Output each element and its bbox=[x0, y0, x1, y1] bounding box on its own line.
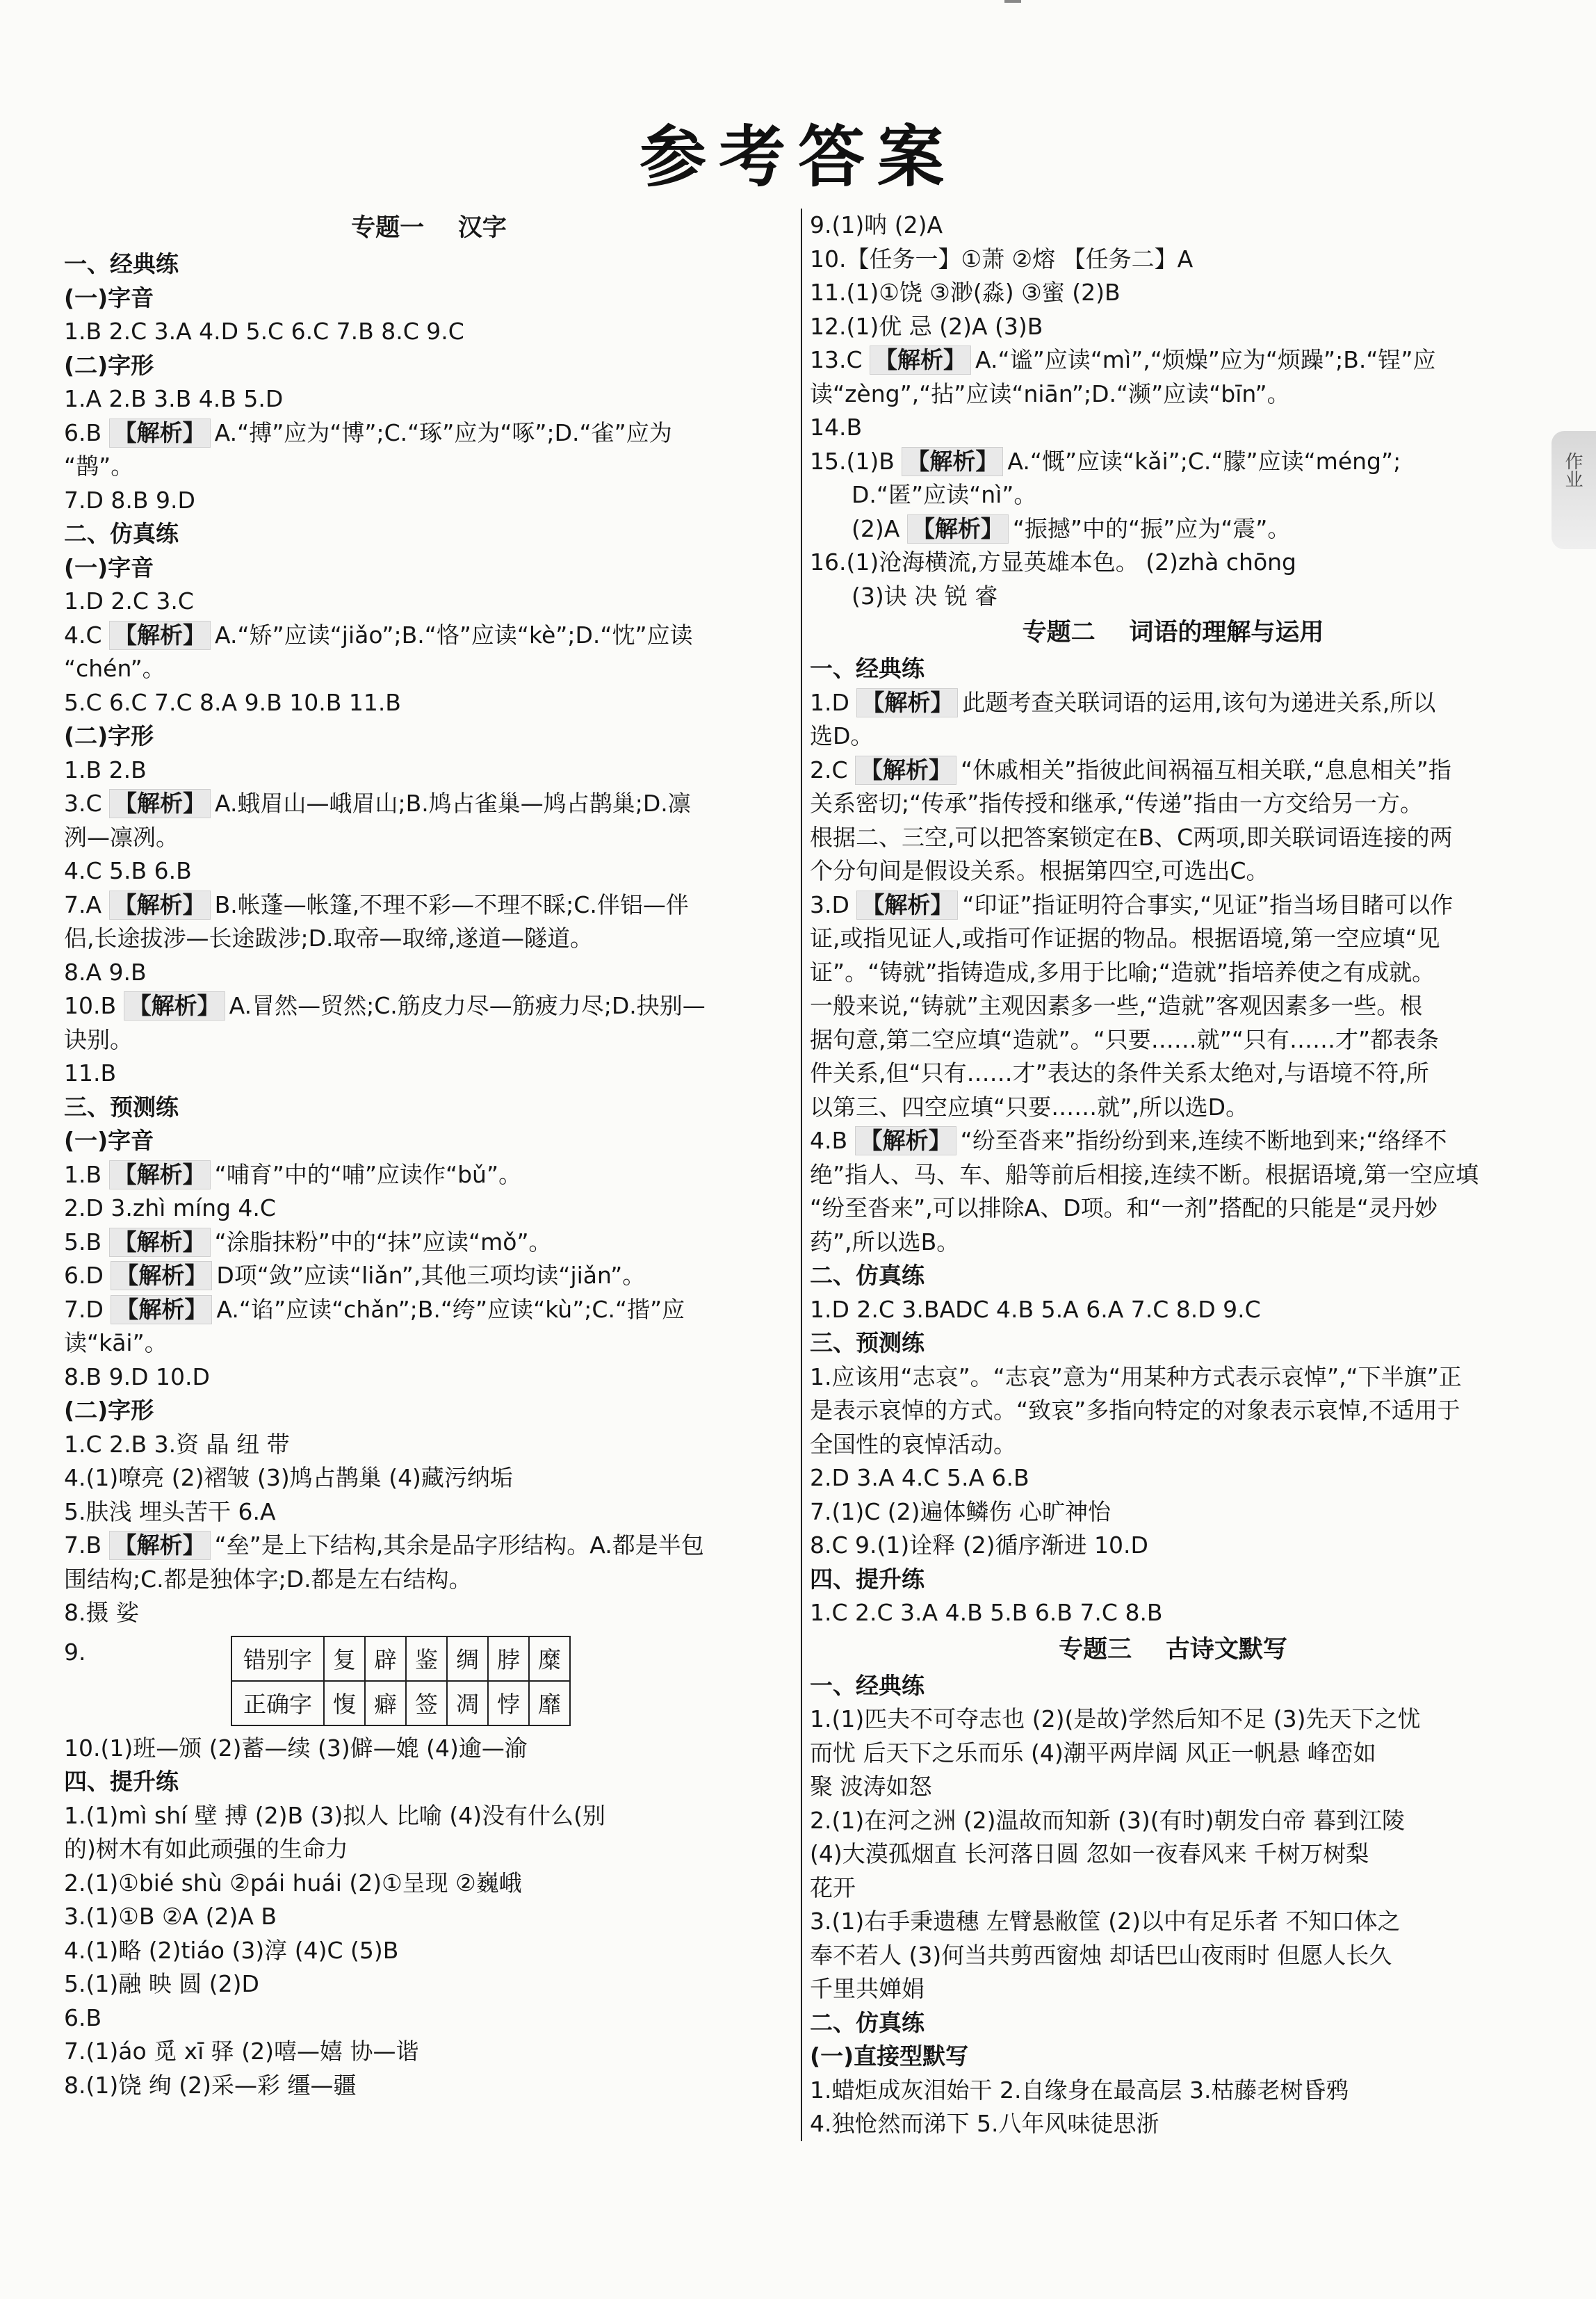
section-heading: 四、提升练 bbox=[64, 1768, 179, 1795]
answer-continuation: 绝”指人、马、车、船等前后相接,连续不断。根据语境,第一空应填 bbox=[810, 1160, 1479, 1188]
answer-number: 9. bbox=[64, 1638, 86, 1666]
section-heading: 二、仿真练 bbox=[810, 2008, 925, 2036]
answer-line: 7.(1)C (2)遍体鳞伤 心旷神怡 bbox=[810, 1497, 1111, 1525]
section-heading: (二)字形 bbox=[64, 351, 154, 379]
table-row bbox=[231, 1681, 570, 1725]
answer-number: (2)A bbox=[852, 514, 900, 542]
analysis-tag: 【解析】 bbox=[902, 447, 1003, 476]
analysis-tag: 【解析】 bbox=[856, 688, 958, 717]
answer-line: 1.D 2.C 3.C bbox=[64, 587, 194, 615]
answer-continuation: 选D。 bbox=[810, 722, 874, 749]
answer-continuation: “鹊”。 bbox=[64, 453, 134, 480]
side-tab-label: 作业 bbox=[1562, 452, 1583, 488]
answer-continuation: 药”,所以选B。 bbox=[810, 1228, 960, 1256]
answer-continuation: 证,或指见证人,或指可作证据的物品。根据语境,第一空应填“见 bbox=[810, 925, 1440, 952]
table-cell: 复 bbox=[324, 1636, 365, 1681]
analysis-text: A.蛾眉山—峨眉山;B.鸠占雀巢—鸠占鹊巢;D.凛 bbox=[215, 790, 691, 817]
answer-line: 8.摄 娑 bbox=[64, 1599, 139, 1626]
analysis-text: “休戚相关”指彼此间祸福互相关联,“息息相关”指 bbox=[961, 756, 1451, 783]
answer-continuation: 侣,长途拔涉—长途跋涉;D.取帝—取缔,遂道—隧道。 bbox=[64, 925, 593, 952]
analysis-tag: 【解析】 bbox=[870, 346, 971, 375]
answer-line: 14.B bbox=[810, 414, 863, 441]
column-divider bbox=[801, 209, 802, 2141]
side-tab bbox=[1552, 431, 1596, 549]
analysis-tag: 【解析】 bbox=[109, 891, 211, 920]
answer-continuation: 千里共婵娟 bbox=[810, 1975, 925, 2002]
analysis-text: A.“搏”应为“博”;C.“琢”应为“啄”;D.“雀”应为 bbox=[214, 419, 672, 446]
chapter-heading: 专题一 汉字 bbox=[351, 214, 507, 242]
answer-with-analysis bbox=[810, 1124, 1536, 1158]
answer-continuation: 读“zèng”,“拈”应读“niān”;D.“濒”应读“bīn”。 bbox=[810, 380, 1290, 407]
answer-continuation: 围结构;C.都是独体字;D.都是左右结构。 bbox=[64, 1565, 472, 1593]
answer-with-analysis bbox=[64, 888, 794, 923]
analysis-text: B.帐蓬—帐篷,不理不彩—不理不睬;C.伴铝—伴 bbox=[214, 891, 689, 918]
answer-with-analysis bbox=[64, 1529, 794, 1563]
answer-line: 8.(1)饶 绚 (2)采—彩 缰—疆 bbox=[64, 2071, 357, 2099]
answer-line: 1.(1)mì shí 壁 搏 (2)B (3)拟人 比喻 (4)没有什么(别 bbox=[64, 1801, 605, 1829]
answer-indented: D.“匿”应读“nì”。 bbox=[852, 481, 1037, 508]
analysis-text: 此题考查关联词语的运用,该句为递进关系,所以 bbox=[962, 688, 1436, 716]
page-title: 参考答案 bbox=[640, 118, 956, 196]
analysis-text: A.“慨”应读“kǎi”;C.“朦”应读“méng”; bbox=[1007, 447, 1401, 475]
answer-continuation: 而忧 后天下之乐而乐 (4)潮平两岸阔 风正一帆悬 峰峦如 bbox=[810, 1739, 1376, 1766]
section-heading: 一、经典练 bbox=[64, 250, 179, 277]
answer-continuation: 证”。“铸就”指铸造成,多用于比喻;“造就”指培养使之有成就。 bbox=[810, 958, 1435, 986]
answer-continuation: 读“kāi”。 bbox=[64, 1329, 168, 1356]
answer-line: 11.B bbox=[64, 1059, 117, 1087]
answer-continuation: (4)大漠孤烟直 长河落日圆 忽如一夜春风来 千树万树梨 bbox=[810, 1840, 1369, 1867]
table-cell: 脖 bbox=[488, 1636, 529, 1681]
answer-continuation: 的)树木有如此顽强的生命力 bbox=[64, 1835, 348, 1862]
analysis-tag: 【解析】 bbox=[109, 419, 211, 448]
answer-with-analysis bbox=[64, 416, 794, 450]
analysis-text: “涂脂抹粉”中的“抹”应读“mǒ”。 bbox=[214, 1228, 552, 1256]
answer-with-analysis bbox=[810, 754, 1536, 788]
answer-line: 1.B 2.C 3.A 4.D 5.C 6.C 7.B 8.C 9.C bbox=[64, 318, 464, 345]
analysis-text: “振撼”中的“振”应为“震”。 bbox=[1012, 514, 1291, 542]
analysis-tag: 【解析】 bbox=[109, 621, 211, 650]
answer-line: 2.D 3.zhì míng 4.C bbox=[64, 1194, 276, 1221]
answer-number: 4.B bbox=[810, 1127, 848, 1154]
answer-line: 12.(1)优 忌 (2)A (3)B bbox=[810, 312, 1043, 340]
section-heading: (一)直接型默写 bbox=[810, 2042, 969, 2070]
table-cell: 签 bbox=[406, 1681, 447, 1725]
section-heading: (二)字形 bbox=[64, 722, 154, 749]
analysis-tag: 【解析】 bbox=[111, 1295, 212, 1324]
section-heading: (二)字形 bbox=[64, 1397, 154, 1424]
answer-line: 1.C 2.C 3.A 4.B 5.B 6.B 7.C 8.B bbox=[810, 1599, 1163, 1626]
answer-number: 7.B bbox=[64, 1532, 102, 1559]
table-row bbox=[231, 1636, 570, 1681]
table-cell: 靡 bbox=[529, 1681, 570, 1725]
analysis-text: A.“谄”应读“chǎn”;B.“绔”应读“kù”;C.“揩”应 bbox=[216, 1295, 685, 1323]
answer-number: 4.C bbox=[64, 621, 102, 649]
analysis-tag: 【解析】 bbox=[109, 1531, 211, 1560]
answer-line: 6.B bbox=[64, 2004, 102, 2031]
right-column bbox=[810, 209, 1536, 2141]
answer-line: 8.C 9.(1)诠释 (2)循序渐进 10.D bbox=[810, 1532, 1148, 1559]
analysis-text: A.“谧”应读“mì”,“烦燥”应为“烦躁”;B.“锃”应 bbox=[975, 346, 1436, 373]
table-cell: 辟 bbox=[365, 1636, 406, 1681]
analysis-tag: 【解析】 bbox=[109, 1228, 211, 1257]
section-heading: 二、仿真练 bbox=[810, 1262, 925, 1289]
answer-line: 4.独怆然而涕下 5.八年风味徒思浙 bbox=[810, 2110, 1159, 2137]
answer-continuation: 诀别。 bbox=[64, 1025, 133, 1053]
answer-number: 7.A bbox=[64, 891, 102, 918]
table-cell: 绸 bbox=[447, 1636, 488, 1681]
answer-line: 16.(1)沧海横流,方显英雄本色。 (2)zhà chōng bbox=[810, 549, 1297, 576]
answer-line: 5.肤浅 埋头苦干 6.A bbox=[64, 1497, 276, 1525]
table-row-header: 正确字 bbox=[231, 1681, 324, 1725]
table-cell: 凋 bbox=[447, 1681, 488, 1725]
answer-with-analysis bbox=[64, 1293, 794, 1327]
section-heading: 一、经典练 bbox=[810, 655, 925, 682]
analysis-tag: 【解析】 bbox=[855, 1126, 956, 1155]
table-cell: 悖 bbox=[488, 1681, 529, 1725]
answer-line: 2.(1)在河之洲 (2)温故而知新 (3)(有时)朝发白帝 暮到江陵 bbox=[810, 1806, 1405, 1834]
analysis-text: D项“敛”应读“liǎn”,其他三项均读“jiǎn”。 bbox=[216, 1262, 646, 1289]
answer-line: 5.(1)融 映 圆 (2)D bbox=[64, 1970, 259, 1997]
table-row-header: 错别字 bbox=[231, 1636, 324, 1681]
answer-number: 1.D bbox=[810, 688, 849, 716]
typo-correction-table bbox=[231, 1636, 571, 1726]
section-heading: (一)字音 bbox=[64, 284, 154, 311]
answer-continuation: 据句意,第二空应填“造就”。“只要……就”“只有……才”都表条 bbox=[810, 1025, 1440, 1053]
answer-number: 2.C bbox=[810, 756, 848, 783]
analysis-text: “垒”是上下结构,其余是品字形结构。A.都是半包 bbox=[214, 1532, 704, 1559]
answer-continuation: 花开 bbox=[810, 1874, 856, 1901]
table-cell: 愎 bbox=[324, 1681, 365, 1725]
table-cell: 糜 bbox=[529, 1636, 570, 1681]
answer-with-analysis bbox=[810, 343, 1536, 377]
analysis-text: “纷至沓来”指纷纷到来,连续不断地到来;“络绎不 bbox=[960, 1127, 1447, 1154]
answer-with-analysis bbox=[810, 888, 1536, 923]
analysis-tag: 【解析】 bbox=[907, 514, 1009, 544]
analysis-text: A.冒然—贸然;C.筋皮力尽—筋疲力尽;D.抉别— bbox=[229, 992, 706, 1019]
answer-continuation: 奉不若人 (3)何当共剪西窗烛 却话巴山夜雨时 但愿人长久 bbox=[810, 1941, 1392, 1969]
answer-with-analysis bbox=[64, 787, 794, 821]
answer-with-analysis bbox=[64, 1259, 794, 1293]
answer-continuation: 全国性的哀悼活动。 bbox=[810, 1430, 1016, 1458]
analysis-text: “印证”指证明符合事实,“见证”指当场目睹可以作 bbox=[962, 891, 1454, 918]
answer-line: 7.(1)áo 觅 xī 驿 (2)嘻—嬉 协—谐 bbox=[64, 2038, 419, 2065]
answer-number: 15.(1)B bbox=[810, 447, 895, 475]
answer-number: 6.D bbox=[64, 1262, 104, 1289]
answer-line: 5.C 6.C 7.C 8.A 9.B 10.B 11.B bbox=[64, 688, 401, 716]
answer-with-analysis bbox=[64, 1158, 794, 1192]
answer-line: 8.A 9.B bbox=[64, 958, 147, 986]
answer-continuation: 是表示哀悼的方式。“致哀”多指向特定的对象表示哀悼,不适用于 bbox=[810, 1397, 1460, 1424]
answer-continuation: 聚 波涛如怒 bbox=[810, 1773, 932, 1800]
answer-with-analysis bbox=[810, 686, 1536, 720]
answer-line: 7.D 8.B 9.D bbox=[64, 486, 195, 514]
answer-line: 10.【任务一】①萧 ②熔 【任务二】A bbox=[810, 245, 1194, 273]
analysis-text: A.“矫”应读“jiǎo”;B.“恪”应读“kè”;D.“忱”应读 bbox=[215, 621, 693, 649]
answer-continuation: 一般来说,“铸就”主观因素多一些,“造就”客观因素多一些。根 bbox=[810, 992, 1423, 1019]
answer-number: 5.B bbox=[64, 1228, 102, 1256]
answer-line: 3.(1)右手秉遗穗 左臂悬敝筐 (2)以中有足乐者 不知口体之 bbox=[810, 1908, 1401, 1935]
answer-number: 10.B bbox=[64, 992, 117, 1019]
analysis-tag: 【解析】 bbox=[855, 756, 956, 785]
answer-line: 4.(1)略 (2)tiáo (3)淳 (4)C (5)B bbox=[64, 1936, 399, 1964]
section-heading: (一)字音 bbox=[64, 1127, 154, 1154]
answer-continuation: 件关系,但“只有……才”表达的条件关系太绝对,与语境不符,所 bbox=[810, 1059, 1429, 1087]
answer-line: 11.(1)①饶 ③渺(淼) ③蜜 (2)B bbox=[810, 279, 1121, 306]
answer-with-analysis bbox=[64, 1226, 794, 1260]
answer-number: 7.D bbox=[64, 1295, 104, 1323]
answer-line: 1.应该用“志哀”。“志哀”意为“用某种方式表示哀悼”,“下半旗”正 bbox=[810, 1363, 1462, 1390]
answer-line: 1.A 2.B 3.B 4.B 5.D bbox=[64, 385, 284, 412]
answer-continuation: 个分句间是假设关系。根据第四空,可选出C。 bbox=[810, 857, 1269, 884]
answer-line: 3.(1)①B ②A (2)A B bbox=[64, 1903, 277, 1930]
left-column bbox=[64, 209, 794, 2102]
answer-number: 1.B bbox=[64, 1160, 102, 1188]
analysis-tag: 【解析】 bbox=[109, 789, 211, 818]
section-heading: (一)字音 bbox=[64, 553, 154, 581]
analysis-tag: 【解析】 bbox=[109, 1160, 211, 1189]
answer-line: 2.(1)①bié shù ②pái huái (2)①呈现 ②巍峨 bbox=[64, 1869, 522, 1896]
answer-line: 1.B 2.B bbox=[64, 756, 147, 783]
answer-with-analysis bbox=[64, 989, 794, 1023]
answer-continuation: “纷至沓来”,可以排除A、D项。和“一剂”搭配的只能是“灵丹妙 bbox=[810, 1194, 1438, 1221]
answer-continuation: “chén”。 bbox=[64, 655, 165, 682]
answer-line: 4.(1)嘹亮 (2)褶皱 (3)鸠占鹊巢 (4)藏污纳垢 bbox=[64, 1464, 513, 1491]
crop-mark bbox=[1004, 0, 1021, 3]
answer-continuation: 洌—凛冽。 bbox=[64, 823, 179, 851]
answer-number: 6.B bbox=[64, 419, 102, 446]
answer-line: 4.C 5.B 6.B bbox=[64, 857, 192, 884]
answer-continuation: 根据二、三空,可以把答案锁定在B、C两项,即关联词语连接的两 bbox=[810, 823, 1453, 851]
answer-continuation: 关系密切;“传承”指传授和继承,“传递”指由一方交给另一方。 bbox=[810, 790, 1423, 817]
section-heading: 三、预测练 bbox=[64, 1093, 179, 1121]
answer-with-analysis bbox=[810, 445, 1536, 479]
answer-number: 3.C bbox=[64, 790, 102, 817]
answer-line: 2.D 3.A 4.C 5.A 6.B bbox=[810, 1464, 1029, 1491]
answer-number: 13.C bbox=[810, 346, 863, 373]
answer-line: 1.C 2.B 3.资 晶 纽 带 bbox=[64, 1430, 290, 1458]
section-heading: 四、提升练 bbox=[810, 1565, 925, 1593]
answer-line: 8.B 9.D 10.D bbox=[64, 1363, 210, 1390]
analysis-tag: 【解析】 bbox=[856, 891, 958, 920]
section-heading: 一、经典练 bbox=[810, 1671, 925, 1699]
section-heading: 三、预测练 bbox=[810, 1329, 925, 1356]
answer-line: 10.(1)班—颁 (2)蓄—续 (3)僻—媲 (4)逾—渝 bbox=[64, 1734, 528, 1762]
answer-indented: (3)诀 决 锐 睿 bbox=[852, 582, 998, 610]
answer-line: 1.(1)匹夫不可夺志也 (2)(是故)学然后知不足 (3)先天下之忧 bbox=[810, 1705, 1421, 1732]
answer-with-analysis bbox=[810, 512, 1536, 546]
analysis-tag: 【解析】 bbox=[111, 1261, 212, 1290]
answer-line: 1.D 2.C 3.BADC 4.B 5.A 6.A 7.C 8.D 9.C bbox=[810, 1295, 1261, 1323]
analysis-text: “哺育”中的“哺”应读作“bǔ”。 bbox=[214, 1160, 522, 1188]
chapter-heading: 专题二 词语的理解与运用 bbox=[1022, 619, 1324, 647]
table-cell: 鉴 bbox=[406, 1636, 447, 1681]
question-9-table-row bbox=[64, 1636, 794, 1726]
answer-line: 1.蜡炬成灰泪始干 2.自缘身在最高层 3.枯藤老树昏鸦 bbox=[810, 2076, 1349, 2104]
answer-line: 9.(1)呐 (2)A bbox=[810, 211, 943, 238]
section-heading: 二、仿真练 bbox=[64, 520, 179, 547]
analysis-tag: 【解析】 bbox=[124, 991, 225, 1021]
answer-number: 3.D bbox=[810, 891, 849, 918]
answer-with-analysis bbox=[64, 619, 794, 653]
table-cell: 癖 bbox=[365, 1681, 406, 1725]
chapter-heading: 专题三 古诗文默写 bbox=[1059, 1635, 1287, 1664]
answer-continuation: 以第三、四空应填“只要……就”,所以选D。 bbox=[810, 1093, 1249, 1121]
